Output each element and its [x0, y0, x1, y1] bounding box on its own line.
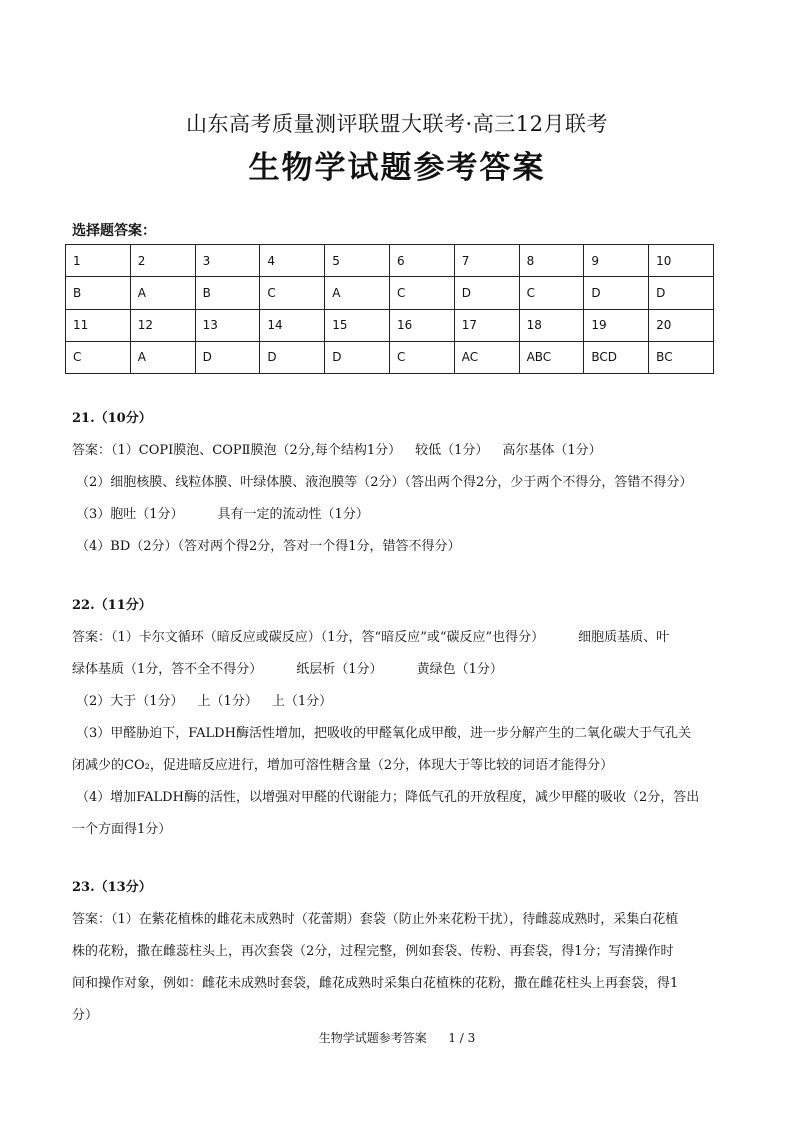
question-number-cell: 7 [454, 245, 519, 277]
answer-cell: B [195, 277, 260, 309]
question-number-cell: 10 [649, 245, 714, 277]
page-title: 生物学试题参考答案 [248, 150, 546, 186]
question-22 [72, 590, 722, 846]
question-number-cell: 18 [519, 309, 584, 341]
q23-answer-2: 株的花粉，撒在雌蕊柱头上，再次套袋（2分，过程完整，例如套袋、传粉、再套袋，得1分；写清操作时 [72, 944, 674, 959]
answer-cell: C [389, 341, 454, 373]
q21-answer-3b: 具有一定的流动性（1分） [217, 507, 369, 522]
footer-text: 生物学试题参考答案 [318, 1031, 427, 1045]
answer-cell: A [130, 341, 195, 373]
q22-answer-2c: 黄绿色（1分） [416, 662, 503, 677]
q21-answer-2: （2）细胞核膜、线粒体膜、叶绿体膜、液泡膜等（2分）（答出两个得2分，少于两个不得分，答错不得分） [76, 475, 693, 490]
question-23 [72, 872, 722, 1032]
choice-label: 选择题答案： [72, 223, 156, 239]
q23-answer-1: 答案：（1）在紫花植株的雌花未成熟时（花蕾期）套袋（防止外来花粉干扰），待雌蕊成熟时，采集白花植 [72, 912, 679, 927]
q21-answer-1b: 较低（1分） [415, 443, 489, 458]
answer-table-row [66, 277, 714, 309]
q21-answer-1a: 答案：（1）COPI膜泡、COPⅡ膜泡（2分,每个结构1分） [72, 443, 402, 458]
page-footer [0, 1029, 794, 1046]
answer-cell: C [519, 277, 584, 309]
question-22-title: 22.（11分） [72, 598, 152, 613]
question-21 [72, 403, 722, 563]
q22-answer-2b: 纸层析（1分） [296, 662, 383, 677]
question-number-cell: 15 [325, 309, 390, 341]
answer-cell: AC [454, 341, 519, 373]
question-number-cell: 3 [195, 245, 260, 277]
answer-cell: ABC [519, 341, 584, 373]
question-number-cell: 17 [454, 309, 519, 341]
answer-cell: D [195, 341, 260, 373]
q22-answer-3b: 上（1分） [197, 694, 258, 709]
answer-cell: BCD [584, 341, 649, 373]
answer-cell: B [66, 277, 131, 309]
answer-cell: A [325, 277, 390, 309]
question-number-cell: 20 [649, 309, 714, 341]
q22-answer-1a: 答案：（1）卡尔文循环（暗反应或碳反应）（1分，答“暗反应”或“碳反应”也得分） [72, 630, 545, 645]
q22-answer-6: （4）增加FALDH酶的活性，以增强对甲醛的代谢能力；降低气孔的开放程度，减少甲醛的吸收（2分，答出 [76, 790, 700, 805]
q23-answer-4: 分） [72, 1008, 99, 1023]
exam-subtitle: 山东高考质量测评联盟大联考·高三12月联考 [186, 112, 608, 136]
answer-table-row [66, 341, 714, 373]
question-number-cell: 2 [130, 245, 195, 277]
q22-answer-7: 一个方面得1分） [72, 822, 172, 837]
page-number: 1 / 3 [448, 1031, 476, 1045]
q22-answer-4: （3）甲醛胁迫下，FALDH酶活性增加，把吸收的甲醛氧化成甲酸，进一步分解产生的二氧化碳大于气孔关 [76, 726, 691, 741]
question-number-cell: 12 [130, 309, 195, 341]
q23-answer-3: 间和操作对象，例如：雌花未成熟时套袋，雌花成熟时采集白花植株的花粉，撒在雌花柱头上再套袋，得1 [72, 976, 679, 991]
answer-cell: D [260, 341, 325, 373]
answer-cell: D [649, 277, 714, 309]
question-number-cell: 14 [260, 309, 325, 341]
question-number-cell: 1 [66, 245, 131, 277]
question-23-title: 23.（13分） [72, 880, 152, 895]
answer-cell: C [66, 341, 131, 373]
answer-table [65, 244, 714, 374]
question-21-title: 21.（10分） [72, 411, 152, 426]
q22-answer-1b: 细胞质基质、叶 [578, 630, 670, 645]
question-number-cell: 16 [389, 309, 454, 341]
question-number-cell: 19 [584, 309, 649, 341]
answer-cell: BC [649, 341, 714, 373]
question-number-cell: 6 [389, 245, 454, 277]
answer-table-row [66, 309, 714, 341]
question-number-cell: 4 [260, 245, 325, 277]
answer-table-row [66, 245, 714, 277]
q21-answer-3a: （3）胞吐（1分） [76, 507, 184, 522]
q22-answer-5: 闭减少的CO₂，促进暗反应进行，增加可溶性糖含量（2分，体现大于等比较的词语才能得分） [72, 758, 614, 773]
q21-answer-4: （4）BD（2分）（答对两个得2分，答对一个得1分，错答不得分） [76, 539, 461, 554]
answer-cell: C [260, 277, 325, 309]
question-number-cell: 5 [325, 245, 390, 277]
q22-answer-2a: 绿体基质（1分，答不全不得分） [72, 662, 263, 677]
q21-answer-1c: 高尔基体（1分） [502, 443, 602, 458]
answer-cell: C [389, 277, 454, 309]
question-number-cell: 8 [519, 245, 584, 277]
question-number-cell: 9 [584, 245, 649, 277]
answer-cell: D [325, 341, 390, 373]
q22-answer-3a: （2）大于（1分） [76, 694, 184, 709]
question-number-cell: 11 [66, 309, 131, 341]
question-number-cell: 13 [195, 309, 260, 341]
answer-cell: A [130, 277, 195, 309]
q22-answer-3c: 上（1分） [271, 694, 333, 709]
answer-cell: D [454, 277, 519, 309]
answer-cell: D [584, 277, 649, 309]
